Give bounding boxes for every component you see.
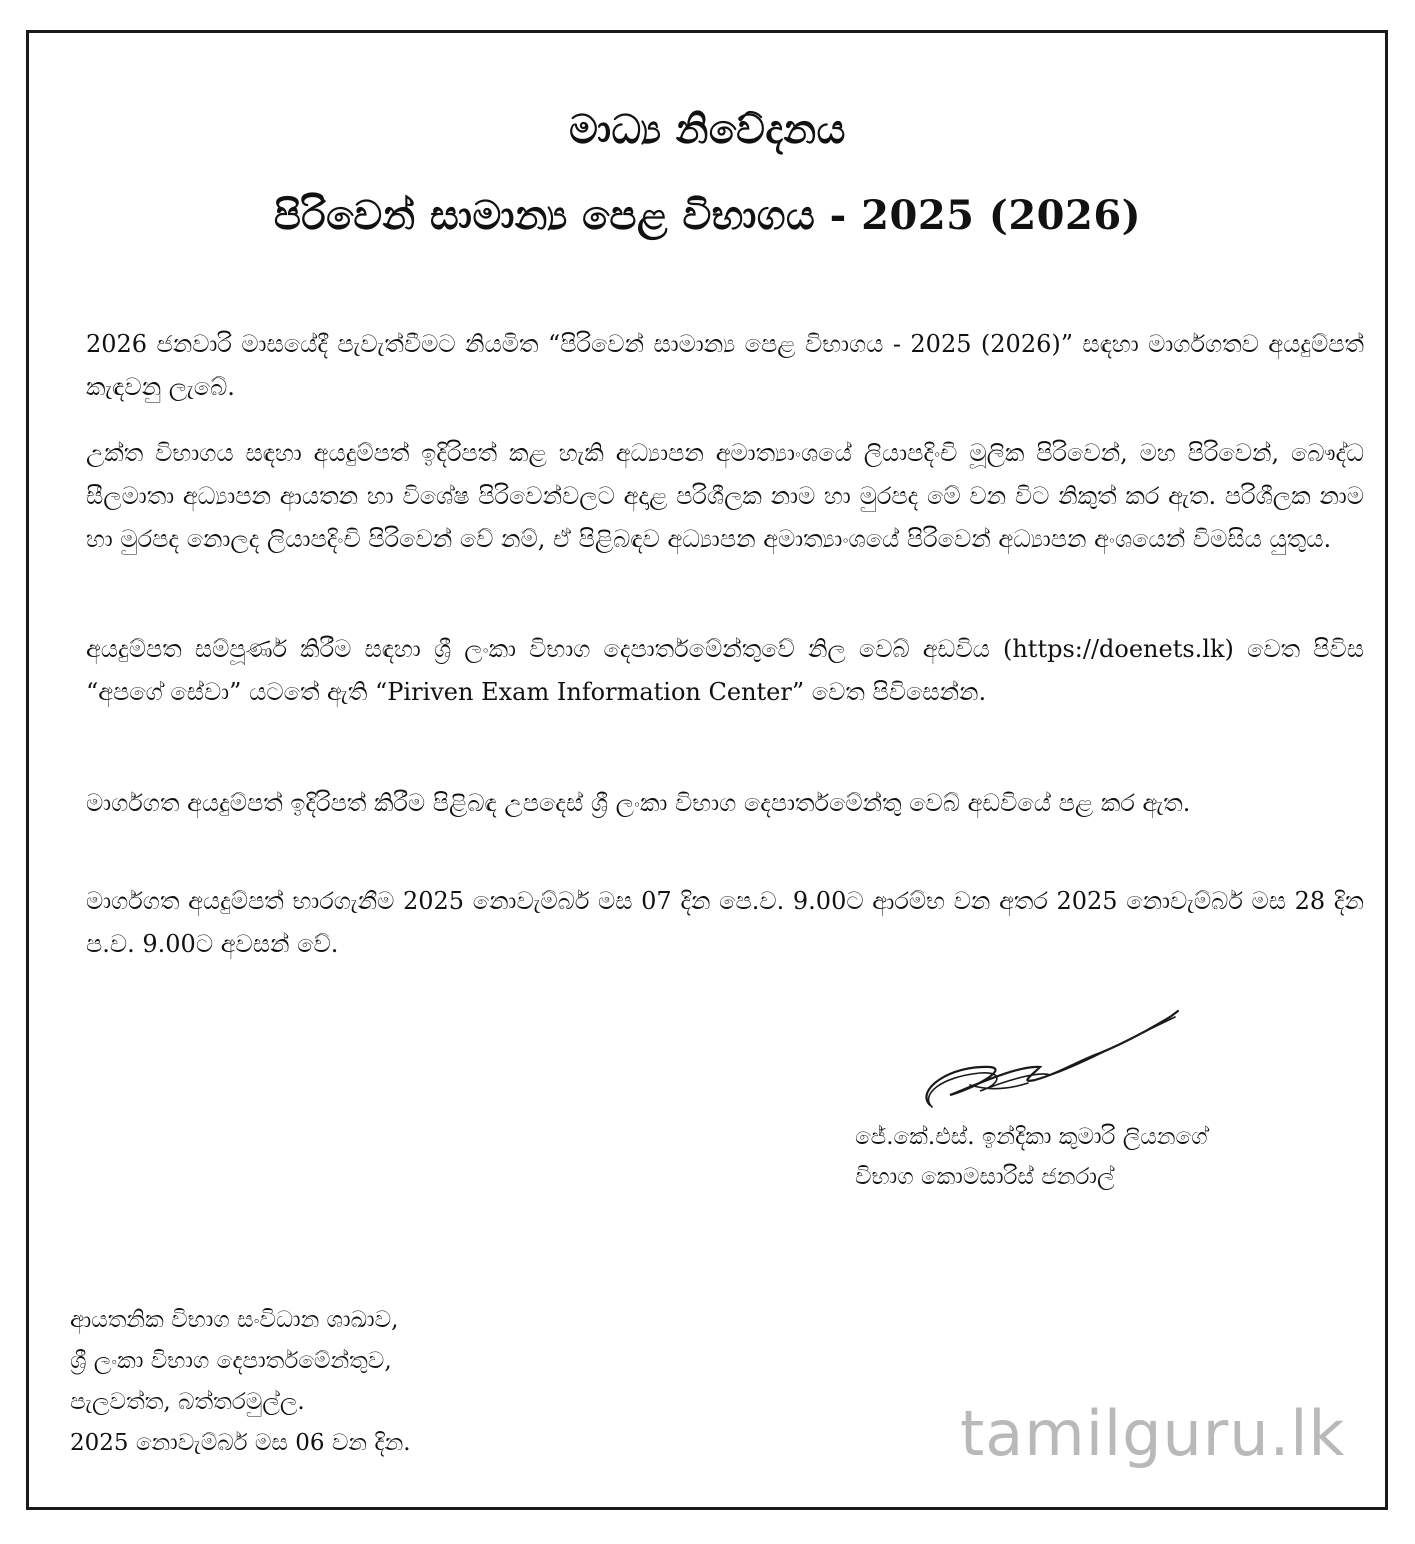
paragraph-4: මාර්ගගත අයදුම්පත් ඉදිරිපත් කිරීම පිළිබඳ උපදෙස් ශ්‍රී ලංකා විභාග දෙපාර්තමේන්තු වෙබ් අඩවියේ පළ කර ඇත. bbox=[86, 789, 1191, 817]
paragraph-5: මාර්ගගත අයදුම්පත් භාරගැනීම 2025 නොවැම්බර් මස 07 දින පෙ.ව. 9.00ට ආරම්භ වන අතර 2025 නොවැම්බර් මස 28 දින ප.ව. 9.00ට අවසන් වේ. bbox=[86, 887, 1364, 958]
document-border bbox=[26, 30, 1388, 1510]
document-subtitle: පිරිවෙන් සාමාන්‍ය පෙළ විභාගය - 2025 (2026) bbox=[273, 192, 1142, 239]
watermark: tamilguru.lk bbox=[960, 1397, 1346, 1470]
paragraph-3: අයදුම්පත සම්පූර්ණ කිරීම සඳහා ශ්‍රී ලංකා විභාග දෙපාර්තමේන්තුවේ නිල වෙබ් අඩවිය (https://doenets.lk) වෙත පිවිස “අපගේ සේවා” යටතේ ඇති “Piriven Exam Information Center” වෙත පිවිසෙන්න. bbox=[86, 635, 1364, 706]
issue-date: 2025 නොවැම්බර් මස 06 වන දින. bbox=[70, 1430, 411, 1456]
paragraph-1: 2026 ජනවාරි මාසයේදී පැවැත්වීමට නියමිත “පිරිවෙන් සාමාන්‍ය පෙළ විභාගය - 2025 (2026)” සඳහා මාර්ගගතව අයදුම්පත් කැඳවනු ලැබේ. bbox=[86, 330, 1364, 401]
signer-name: ජේ.කේ.එස්. ඉන්දිකා කුමාරි ලියනගේ bbox=[855, 1124, 1208, 1150]
address-line-3: පැලවත්ත, බත්තරමුල්ල. bbox=[70, 1389, 305, 1415]
address-line-2: ශ්‍රී ලංකා විභාග දෙපාර්තමේන්තුව, bbox=[70, 1348, 392, 1374]
signer-designation: විභාග කොමසාරිස් ජනරාල් bbox=[855, 1164, 1115, 1190]
signer-block bbox=[855, 1117, 1375, 1197]
handwritten-signature bbox=[910, 995, 1195, 1120]
paragraph-2: උක්ත විභාගය සඳහා අයදුම්පත් ඉදිරිපත් කළ හැකි අධ්‍යාපන අමාත්‍යාංශයේ ලියාපදිංචි මූලික පිරිවෙන්, මහ පිරිවෙන්, බෞද්ධ සීලමාතා අධ්‍යාපන ආයතන හා විශේෂ පිරිවෙන්වලට අදාළ පරිශීලක නාම හා මුරපද මේ වන විට නිකුත් කර ඇත. පරිශීලක නාම හා මුරපද නොලද ලියාපදිංචි පිරිවෙන් වේ නම්, ඒ පිළිබඳව අධ්‍යාපන අමාත්‍යාංශයේ පිරිවෙන් අධ්‍යාපන අංශයෙන් විමසිය යුතුය. bbox=[86, 439, 1364, 553]
address-line-1: ආයතනික විභාග සංවිධාන ශාඛාව, bbox=[70, 1307, 399, 1333]
document-title: මාධ්‍ය නිවේදනය bbox=[569, 106, 846, 153]
address-block bbox=[70, 1300, 770, 1464]
